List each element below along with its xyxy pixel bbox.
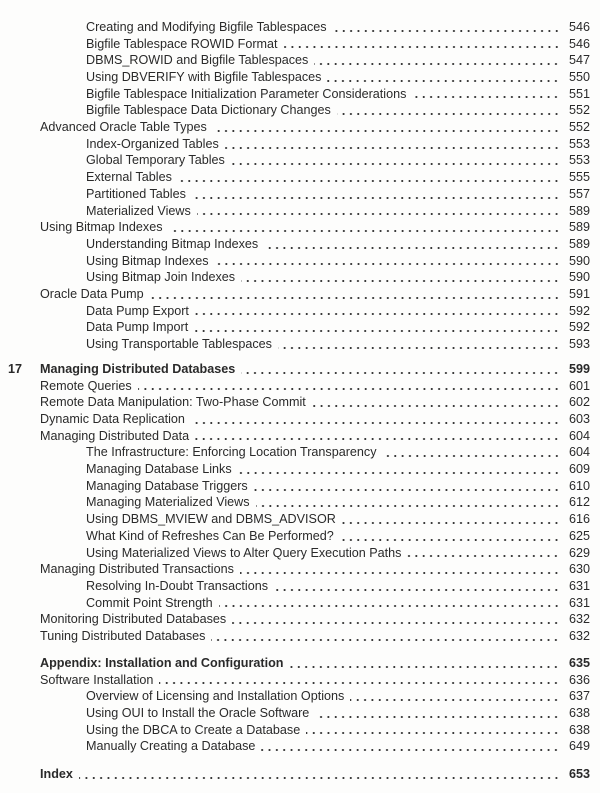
entry-title: Advanced Oracle Table Types	[40, 120, 207, 135]
entry-title: Remote Data Manipulation: Two-Phase Commit	[40, 395, 306, 410]
dot-leader	[289, 659, 560, 669]
toc-subentry[interactable]	[0, 203, 600, 220]
page-number: 552	[568, 120, 590, 135]
toc-entry[interactable]	[0, 219, 600, 236]
toc-subentry[interactable]	[0, 186, 600, 203]
page-number: 631	[568, 578, 590, 593]
toc-entry[interactable]	[0, 394, 600, 411]
entry-title: What Kind of Refreshes Can Be Performed?	[86, 528, 334, 543]
entry-title: The Infrastructure: Enforcing Location Transparency	[86, 445, 377, 460]
entry-title: Bigfile Tablespace Data Dictionary Changes	[86, 103, 331, 118]
page-number: 609	[568, 462, 590, 477]
entry-title: Partitioned Tables	[86, 186, 186, 201]
page-number: 551	[568, 86, 590, 101]
entry-title: Tuning Distributed Databases	[40, 628, 206, 643]
dot-leader	[241, 273, 560, 283]
dot-leader	[232, 615, 560, 625]
dot-leader	[213, 123, 560, 133]
entry-title: Resolving In-Doubt Transactions	[86, 578, 269, 593]
page-number: 555	[568, 170, 590, 185]
page-number: 592	[568, 320, 590, 335]
entry-title: Creating and Modifying Bigfile Tablespaces	[86, 19, 327, 34]
toc-subentry[interactable]	[0, 86, 600, 103]
page-number: 638	[568, 706, 590, 721]
toc-subentry[interactable]	[0, 511, 600, 528]
toc-subentry[interactable]	[0, 528, 600, 545]
dot-leader	[312, 398, 560, 408]
toc-subentry[interactable]	[0, 136, 600, 153]
page-number: 632	[568, 628, 590, 643]
dot-leader	[284, 39, 560, 49]
page-number: 649	[568, 739, 590, 754]
toc-entry[interactable]	[0, 655, 600, 672]
dot-leader	[407, 548, 560, 558]
dot-leader	[225, 140, 560, 150]
page-number: 625	[568, 528, 590, 543]
dot-leader	[256, 498, 560, 508]
entry-title: DBMS_ROWID and Bigfile Tablespaces	[86, 53, 309, 68]
dot-leader	[333, 23, 560, 33]
dot-leader	[192, 190, 560, 200]
dot-leader	[238, 465, 560, 475]
entry-title: Understanding Bitmap Indexes	[86, 236, 259, 251]
entry-title: Using Transportable Tablespaces	[86, 337, 272, 352]
entry-title: Using OUI to Install the Oracle Software	[86, 706, 310, 721]
page-number: 552	[568, 103, 590, 118]
page-number: 610	[568, 478, 590, 493]
toc-entry[interactable]	[0, 119, 600, 136]
toc-subentry[interactable]	[0, 738, 600, 755]
dot-leader	[191, 415, 560, 425]
toc-subentry[interactable]	[0, 545, 600, 562]
dot-leader	[195, 306, 560, 316]
chapter-number: 17	[8, 361, 23, 376]
page-number: 603	[568, 412, 590, 427]
entry-title: Manually Creating a Database	[86, 739, 256, 754]
page-number: 591	[568, 286, 590, 301]
toc-subentry[interactable]	[0, 705, 600, 722]
entry-title: Overview of Licensing and Installation Options	[86, 689, 345, 704]
entry-title: Using Bitmap Indexes	[86, 253, 209, 268]
page-number: 590	[568, 270, 590, 285]
page-number: 629	[568, 545, 590, 560]
toc-subentry[interactable]	[0, 303, 600, 320]
page-number: 602	[568, 395, 590, 410]
toc-entry[interactable]	[0, 286, 600, 303]
toc-section	[0, 655, 600, 755]
page-number: 599	[568, 361, 590, 376]
entry-title: Using Materialized Views to Alter Query Execution Paths	[86, 545, 402, 560]
entry-title: External Tables	[86, 170, 172, 185]
toc-subentry[interactable]	[0, 52, 600, 69]
entry-title: Using the DBCA to Create a Database	[86, 722, 301, 737]
dot-leader	[231, 156, 560, 166]
toc-section	[0, 766, 600, 783]
entry-title: Bigfile Tablespace ROWID Format	[86, 36, 278, 51]
entry-title: Bigfile Tablespace Initialization Parameter Considerations	[86, 86, 407, 101]
dot-leader	[79, 770, 560, 780]
entry-title: Managing Distributed Data	[40, 428, 190, 443]
dot-leader	[350, 692, 560, 702]
toc-entry[interactable]	[0, 378, 600, 395]
toc-entry[interactable]	[0, 672, 600, 689]
dot-leader	[327, 73, 560, 83]
toc-subentry[interactable]	[0, 722, 600, 739]
page-number: 630	[568, 562, 590, 577]
dot-leader	[306, 725, 560, 735]
toc-subentry[interactable]	[0, 478, 600, 495]
page-number: 557	[568, 186, 590, 201]
toc-entry[interactable]	[0, 411, 600, 428]
page-number: 635	[568, 655, 590, 670]
dot-leader	[342, 515, 560, 525]
entry-title: Using Bitmap Join Indexes	[86, 270, 236, 285]
toc-subentry[interactable]	[0, 578, 600, 595]
dot-leader	[412, 89, 560, 99]
toc-subentry[interactable]	[0, 69, 600, 86]
dot-leader	[314, 56, 560, 66]
toc-entry[interactable]	[0, 766, 600, 783]
dot-leader	[274, 582, 560, 592]
entry-title: Materialized Views	[86, 203, 191, 218]
toc-subentry[interactable]	[0, 319, 600, 336]
page-number: 612	[568, 495, 590, 510]
page-number: 601	[568, 378, 590, 393]
dot-leader	[159, 675, 560, 685]
dot-leader	[219, 598, 560, 608]
entry-title: Monitoring Distributed Databases	[40, 612, 227, 627]
toc-subentry[interactable]	[0, 169, 600, 186]
dot-leader	[264, 240, 560, 250]
dot-leader	[169, 223, 560, 233]
page-number: 593	[568, 337, 590, 352]
entry-title: Data Pump Import	[86, 320, 189, 335]
entry-title: Appendix: Installation and Configuration	[40, 655, 284, 670]
page-number: 546	[568, 19, 590, 34]
dot-leader	[138, 381, 560, 391]
entry-title: Global Temporary Tables	[86, 153, 225, 168]
dot-leader	[278, 340, 560, 350]
toc-subentry[interactable]	[0, 253, 600, 270]
toc-subentry[interactable]	[0, 688, 600, 705]
page-number: 604	[568, 428, 590, 443]
toc-entry[interactable]	[0, 561, 600, 578]
dot-leader	[211, 632, 560, 642]
entry-title: Managing Materialized Views	[86, 495, 250, 510]
toc-entry[interactable]	[0, 361, 600, 378]
toc-subentry[interactable]	[0, 19, 600, 36]
page-number: 550	[568, 70, 590, 85]
toc-entry[interactable]	[0, 611, 600, 628]
page-number: 546	[568, 36, 590, 51]
entry-title: Using DBMS_MVIEW and DBMS_ADVISOR	[86, 512, 336, 527]
entry-title: Managing Database Links	[86, 462, 232, 477]
toc-subentry[interactable]	[0, 336, 600, 353]
page-number: 631	[568, 595, 590, 610]
toc-subentry[interactable]	[0, 444, 600, 461]
entry-title: Managing Database Triggers	[86, 478, 248, 493]
toc-subentry[interactable]	[0, 595, 600, 612]
entry-title: Managing Distributed Transactions	[40, 562, 234, 577]
entry-title: Index-Organized Tables	[86, 136, 219, 151]
toc-subentry[interactable]	[0, 461, 600, 478]
entry-title: Remote Queries	[40, 378, 132, 393]
dot-leader	[240, 565, 560, 575]
dot-leader	[241, 365, 560, 375]
dot-leader	[383, 448, 560, 458]
dot-leader	[178, 173, 560, 183]
entry-title: Managing Distributed Databases	[40, 361, 236, 376]
dot-leader	[150, 290, 560, 300]
page-number: 636	[568, 672, 590, 687]
dot-leader	[315, 709, 560, 719]
page-number: 653	[568, 766, 590, 781]
dot-leader	[194, 323, 560, 333]
dot-leader	[215, 256, 560, 266]
page-number: 553	[568, 136, 590, 151]
dot-leader	[197, 206, 560, 216]
dot-leader	[254, 482, 560, 492]
entry-title: Oracle Data Pump	[40, 286, 144, 301]
page-number: 592	[568, 303, 590, 318]
page-number: 637	[568, 689, 590, 704]
page-number: 590	[568, 253, 590, 268]
toc-section	[0, 19, 600, 353]
toc-subentry[interactable]	[0, 36, 600, 53]
page-number: 553	[568, 153, 590, 168]
entry-title: Using DBVERIFY with Bigfile Tablespaces	[86, 70, 322, 85]
toc-entry[interactable]	[0, 628, 600, 645]
page-number: 589	[568, 203, 590, 218]
toc-subentry[interactable]	[0, 236, 600, 253]
toc-subentry[interactable]	[0, 269, 600, 286]
entry-title: Dynamic Data Replication	[40, 412, 185, 427]
toc-section	[0, 361, 600, 645]
entry-title: Using Bitmap Indexes	[40, 220, 163, 235]
entry-title: Index	[40, 766, 73, 781]
toc-entry[interactable]	[0, 428, 600, 445]
dot-leader	[261, 742, 560, 752]
entry-title: Software Installation	[40, 672, 154, 687]
dot-leader	[340, 532, 560, 542]
entry-title: Data Pump Export	[86, 303, 189, 318]
toc-subentry[interactable]	[0, 102, 600, 119]
dot-leader	[337, 106, 560, 116]
page-number: 604	[568, 445, 590, 460]
toc-subentry[interactable]	[0, 495, 600, 512]
page-number: 547	[568, 53, 590, 68]
page-number: 638	[568, 722, 590, 737]
toc-subentry[interactable]	[0, 153, 600, 170]
page-number: 632	[568, 612, 590, 627]
dot-leader	[195, 431, 560, 441]
page-number: 589	[568, 220, 590, 235]
page-number: 616	[568, 512, 590, 527]
page-number: 589	[568, 236, 590, 251]
entry-title: Commit Point Strength	[86, 595, 213, 610]
